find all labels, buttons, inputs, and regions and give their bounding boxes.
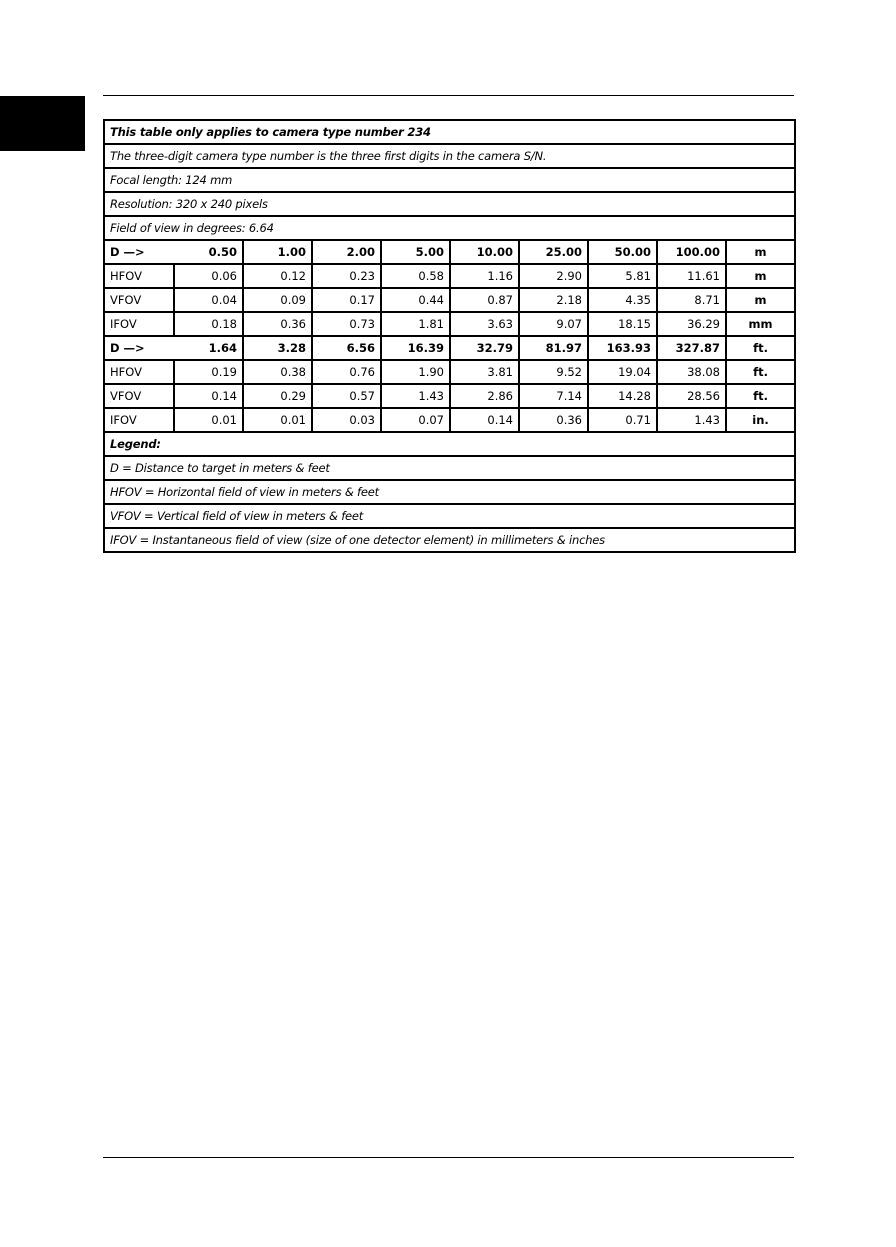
row-label: IFOV [104,312,174,336]
table-cell: 0.07 [381,408,450,432]
row-unit: m [726,264,795,288]
table-cell: 4.35 [588,288,657,312]
distance-value: 1.00 [243,240,312,264]
table-cell: 0.01 [243,408,312,432]
focal-length: Focal length: 124 mm [104,168,795,192]
footer-rule [103,1157,794,1158]
distance-value: 10.00 [450,240,519,264]
table-cell: 0.73 [312,312,381,336]
table-cell: 3.63 [450,312,519,336]
metric-hfov-row [104,264,795,288]
table-cell: 0.12 [243,264,312,288]
table-cell: 0.76 [312,360,381,384]
legend-title: Legend: [104,432,795,456]
legend-row [104,504,795,528]
table-cell: 14.28 [588,384,657,408]
table-cell: 9.07 [519,312,588,336]
distance-value: 50.00 [588,240,657,264]
distance-value: 32.79 [450,336,519,360]
distance-value: 3.28 [243,336,312,360]
table-cell: 0.03 [312,408,381,432]
table-cell: 5.81 [588,264,657,288]
legend-item: D = Distance to target in meters & feet [104,456,795,480]
camera-type-note: The three-digit camera type number is the three first digits in the camera S/N. [104,144,795,168]
table-cell: 7.14 [519,384,588,408]
table-cell: 1.81 [381,312,450,336]
table-cell: 28.56 [657,384,726,408]
table-cell: 0.29 [243,384,312,408]
chapter-tab-marker [0,96,85,151]
table-cell: 2.86 [450,384,519,408]
imperial-hfov-row [104,360,795,384]
table-cell: 0.57 [312,384,381,408]
table-cell: 9.52 [519,360,588,384]
table-cell: 0.17 [312,288,381,312]
table-cell: 0.23 [312,264,381,288]
table-cell: 0.09 [243,288,312,312]
table-cell: 0.06 [174,264,243,288]
table-cell: 18.15 [588,312,657,336]
distance-label: D —> [104,336,174,360]
metric-vfov-row [104,288,795,312]
distance-value: 2.00 [312,240,381,264]
table-cell: 36.29 [657,312,726,336]
table-cell: 0.71 [588,408,657,432]
table-title-row [104,120,795,144]
intro-row [104,144,795,168]
legend-item: IFOV = Instantaneous field of view (size of one detector element) in millimeters & inches [104,528,795,552]
row-label: VFOV [104,288,174,312]
row-unit: ft. [726,360,795,384]
distance-value: 16.39 [381,336,450,360]
resolution: Resolution: 320 x 240 pixels [104,192,795,216]
legend-row [104,456,795,480]
field-of-view: Field of view in degrees: 6.64 [104,216,795,240]
row-unit: ft. [726,384,795,408]
distance-value: 327.87 [657,336,726,360]
distance-unit: ft. [726,336,795,360]
legend-item: VFOV = Vertical field of view in meters & feet [104,504,795,528]
camera-spec-table [103,119,796,553]
intro-row [104,168,795,192]
row-label: HFOV [104,360,174,384]
metric-distance-row [104,240,795,264]
distance-value: 0.50 [174,240,243,264]
distance-unit: m [726,240,795,264]
distance-value: 81.97 [519,336,588,360]
distance-value: 100.00 [657,240,726,264]
imperial-ifov-row [104,408,795,432]
distance-value: 6.56 [312,336,381,360]
distance-value: 5.00 [381,240,450,264]
table-title: This table only applies to camera type number 234 [104,120,795,144]
table-cell: 1.90 [381,360,450,384]
distance-value: 163.93 [588,336,657,360]
table-cell: 1.16 [450,264,519,288]
distance-label: D —> [104,240,174,264]
metric-ifov-row [104,312,795,336]
table-cell: 0.01 [174,408,243,432]
table-cell: 1.43 [657,408,726,432]
table-cell: 3.81 [450,360,519,384]
header-rule [103,95,794,96]
imperial-vfov-row [104,384,795,408]
table-cell: 0.18 [174,312,243,336]
table-cell: 19.04 [588,360,657,384]
row-unit: in. [726,408,795,432]
table-cell: 0.44 [381,288,450,312]
table-cell: 0.36 [519,408,588,432]
table-cell: 2.90 [519,264,588,288]
table-cell: 8.71 [657,288,726,312]
table-cell: 0.38 [243,360,312,384]
legend-title-row [104,432,795,456]
table-cell: 0.19 [174,360,243,384]
table-cell: 0.04 [174,288,243,312]
table-cell: 11.61 [657,264,726,288]
intro-row [104,192,795,216]
table-cell: 0.58 [381,264,450,288]
table-cell: 38.08 [657,360,726,384]
distance-value: 25.00 [519,240,588,264]
table-cell: 0.87 [450,288,519,312]
table-cell: 0.14 [174,384,243,408]
intro-row [104,216,795,240]
row-unit: m [726,288,795,312]
row-label: IFOV [104,408,174,432]
row-unit: mm [726,312,795,336]
legend-row [104,480,795,504]
legend-row [104,528,795,552]
row-label: HFOV [104,264,174,288]
row-label: VFOV [104,384,174,408]
table-cell: 0.36 [243,312,312,336]
table-cell: 0.14 [450,408,519,432]
distance-value: 1.64 [174,336,243,360]
imperial-distance-row [104,336,795,360]
table-cell: 2.18 [519,288,588,312]
legend-item: HFOV = Horizontal field of view in meters & feet [104,480,795,504]
table-cell: 1.43 [381,384,450,408]
